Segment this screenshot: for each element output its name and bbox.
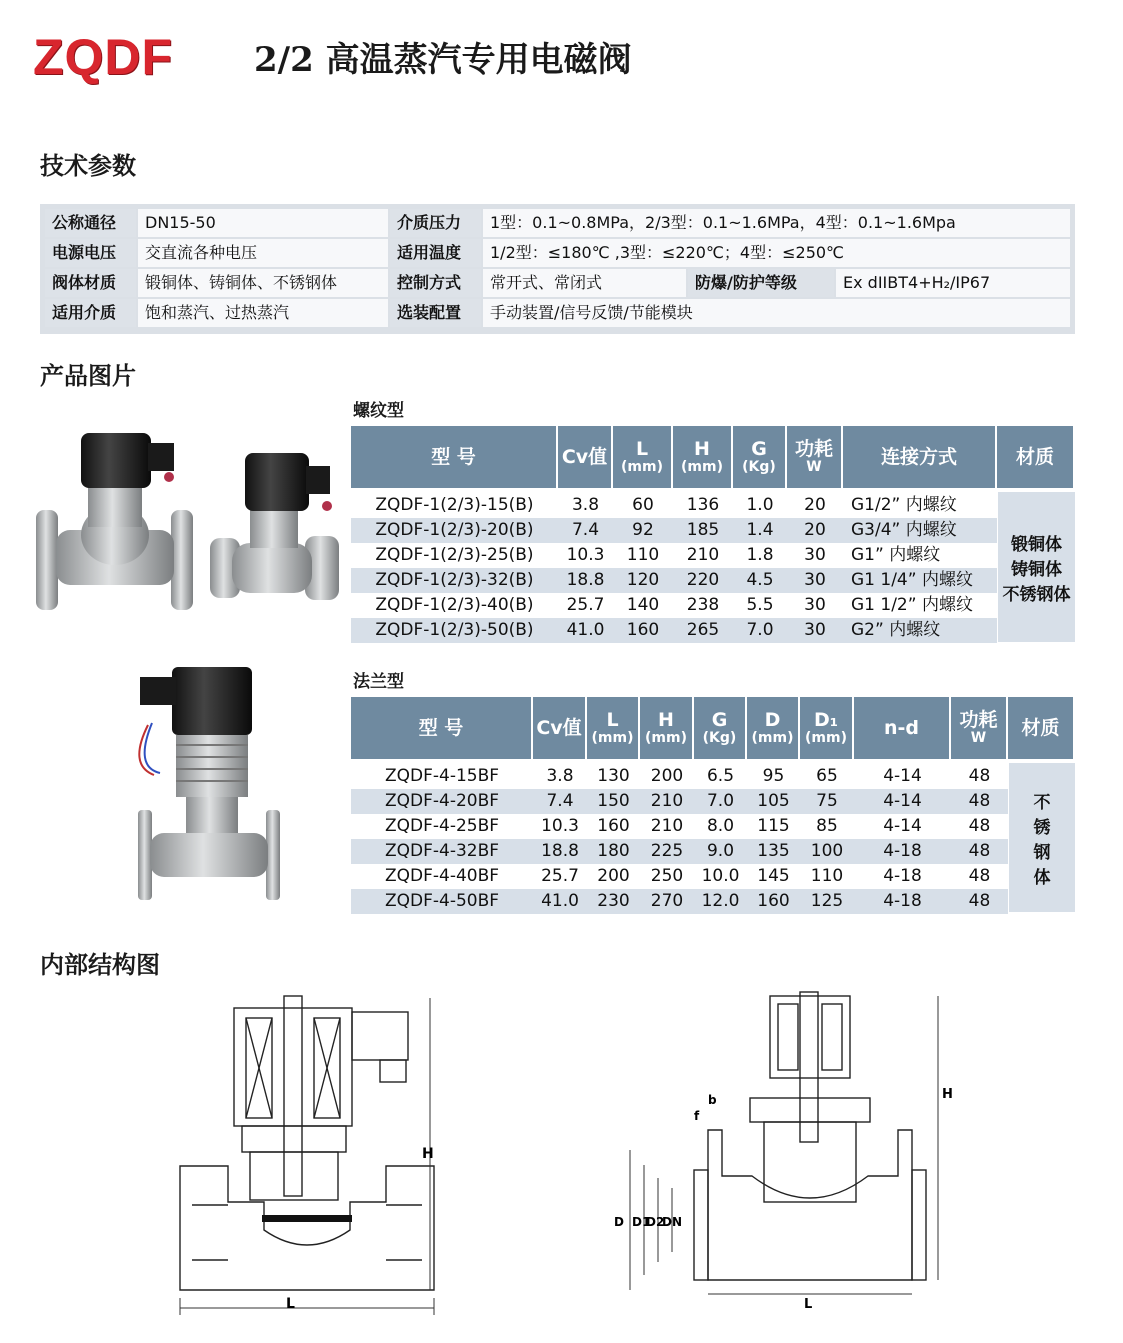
dim-label-f: f	[694, 1109, 700, 1123]
material-line: 不	[1033, 792, 1051, 813]
table-cell: 210	[650, 791, 684, 811]
table-cell: 12.0	[701, 891, 740, 911]
table-cell: ZQDF-1(2/3)-40(B)	[375, 595, 534, 615]
table-cell: 200	[650, 766, 684, 786]
table-cell: 7.4	[571, 520, 600, 540]
spec-table	[40, 204, 1075, 334]
table-cell: 210	[650, 816, 684, 836]
table-cell: 4-18	[883, 866, 922, 886]
dim-label-D: D	[614, 1215, 624, 1229]
table-cell: 30	[804, 570, 826, 590]
table-cell: 25.7	[541, 866, 579, 886]
spec-value: 饱和蒸汽、过热蒸汽	[138, 299, 388, 327]
column-header	[1008, 697, 1073, 759]
column-header-label: G	[711, 708, 728, 731]
table-cell: 4-18	[883, 891, 922, 911]
table-row	[351, 864, 1008, 889]
flanged-valve-photo-2	[118, 665, 308, 907]
table-cell: 48	[968, 891, 991, 911]
column-header-label: H	[658, 708, 674, 731]
table-cell: 1.4	[746, 520, 774, 540]
table-cell: 140	[626, 595, 660, 615]
spec-value: 交直流各种电压	[138, 239, 388, 267]
column-header	[351, 426, 556, 488]
dim-label-DN: DN	[662, 1215, 683, 1229]
table-cell: 60	[632, 495, 654, 515]
table-cell: 41.0	[541, 891, 579, 911]
table-cell: ZQDF-4-15BF	[384, 766, 500, 786]
table-cell: 225	[650, 841, 684, 861]
table-cell: 120	[626, 570, 660, 590]
table-cell: 48	[968, 816, 991, 836]
table-cell: ZQDF-1(2/3)-20(B)	[375, 520, 534, 540]
column-header	[843, 426, 995, 488]
table-cell: ZQDF-4-50BF	[384, 891, 500, 911]
section-title-photos: 产品图片	[40, 362, 136, 390]
table-cell: 1.0	[746, 495, 774, 515]
table-cell: 105	[757, 791, 790, 811]
spec-key: 介质压力	[390, 209, 481, 237]
threaded-table	[351, 426, 1075, 642]
table-cell: 10.3	[541, 816, 579, 836]
column-header	[587, 697, 638, 759]
flanged-valve-photo-1	[36, 425, 194, 615]
table-cell: G1” 内螺纹	[851, 545, 941, 565]
table-cell: 30	[804, 595, 826, 615]
table-cell: 65	[816, 766, 838, 786]
table-cell: G1 1/2” 内螺纹	[851, 595, 973, 615]
dim-label-b: b	[708, 1093, 717, 1107]
table-cell: 20	[804, 495, 826, 515]
spec-key: 防爆/防护等级	[688, 269, 834, 297]
table-cell: ZQDF-1(2/3)-15(B)	[375, 495, 534, 515]
column-header-label: L	[635, 437, 649, 460]
column-header-label: 功耗	[794, 437, 833, 460]
spec-value: DN15-50	[138, 209, 388, 237]
table-cell: 6.5	[706, 766, 735, 786]
page-title: 2/2 高温蒸汽专用电磁阀	[254, 40, 632, 80]
table-row	[351, 593, 997, 618]
table-cell: 25.7	[566, 595, 605, 615]
table-cell: 18.8	[566, 570, 605, 590]
table-cell: 3.8	[571, 495, 600, 515]
table-cell: ZQDF-4-40BF	[384, 866, 500, 886]
table-cell: 85	[816, 816, 838, 836]
table-cell: 48	[968, 766, 991, 786]
column-header-label: 功耗	[959, 708, 998, 731]
material-line: 锻铜体	[1011, 534, 1062, 555]
column-header	[747, 697, 798, 759]
table-cell: 9.0	[706, 841, 735, 861]
dim-label-H: H	[422, 1146, 434, 1162]
material-line: 锈	[1033, 817, 1051, 838]
table-row	[351, 518, 997, 543]
table-row	[351, 814, 1008, 839]
threaded-material-cell	[998, 492, 1075, 642]
column-header-label: 型 号	[418, 716, 464, 739]
table-cell: ZQDF-4-25BF	[384, 816, 500, 836]
column-header	[673, 426, 731, 488]
table-cell: ZQDF-1(2/3)-25(B)	[375, 545, 534, 565]
table-cell: 4-14	[883, 816, 922, 836]
column-header-label: 型 号	[431, 445, 476, 468]
column-header-unit: (mm)	[751, 729, 794, 746]
table-cell: 150	[597, 791, 630, 811]
table-cell: 30	[804, 545, 826, 565]
table-cell: 160	[757, 891, 790, 911]
table-cell: 210	[686, 545, 720, 565]
column-header-unit: (mm)	[645, 729, 687, 746]
threaded-valve-section-drawing	[172, 990, 442, 1320]
table-row	[351, 839, 1008, 864]
table-cell: 1.8	[746, 545, 774, 565]
column-header-unit: (mm)	[681, 458, 723, 475]
table-row	[351, 889, 1008, 914]
column-header-label: Cv值	[536, 716, 582, 739]
column-header-label: D₁	[813, 708, 839, 731]
table-cell: 115	[757, 816, 790, 836]
dim-label-L: L	[804, 1297, 813, 1312]
table-cell: 7.4	[546, 791, 574, 811]
column-header-label: 材质	[1021, 716, 1060, 739]
table-row	[351, 618, 997, 643]
threaded-valve-photo	[210, 448, 340, 613]
dim-label-D1: D1	[632, 1215, 651, 1229]
column-header-unit: (mm)	[591, 729, 634, 746]
table-cell: 30	[804, 620, 826, 640]
table-cell: 7.0	[706, 791, 735, 811]
table-cell: 10.0	[701, 866, 740, 886]
column-header-label: Cv值	[561, 445, 608, 468]
dim-label-D2: D2	[646, 1215, 665, 1229]
table-cell: 10.3	[566, 545, 605, 565]
column-header-label: G	[751, 437, 767, 460]
table-cell: G2” 内螺纹	[851, 620, 941, 640]
column-header	[854, 697, 949, 759]
column-header	[558, 426, 611, 488]
table-cell: 238	[686, 595, 720, 615]
table-row	[351, 493, 997, 518]
spec-value: 手动装置/信号反馈/节能模块	[483, 299, 1070, 327]
table-row	[351, 543, 997, 568]
table-cell: 135	[757, 841, 790, 861]
threaded-subtitle: 螺纹型	[353, 401, 404, 421]
spec-key: 阀体材质	[45, 269, 136, 297]
table-cell: 220	[686, 570, 720, 590]
flanged-subtitle: 法兰型	[353, 672, 404, 692]
column-header-label: L	[606, 708, 619, 731]
column-header	[533, 697, 585, 759]
table-cell: 48	[968, 866, 991, 886]
material-line: 体	[1033, 867, 1051, 888]
table-cell: 8.0	[706, 816, 735, 836]
table-cell: 110	[810, 866, 844, 886]
table-cell: 180	[597, 841, 630, 861]
column-header-label: D	[764, 708, 781, 731]
table-cell: 265	[686, 620, 720, 640]
column-header-unit: (Kg)	[702, 729, 737, 746]
spec-key: 选装配置	[390, 299, 481, 327]
column-header-label: H	[694, 437, 710, 460]
flanged-valve-section-drawing	[600, 990, 960, 1320]
column-header	[997, 426, 1073, 488]
spec-key: 控制方式	[390, 269, 481, 297]
column-header	[733, 426, 785, 488]
table-cell: 185	[686, 520, 720, 540]
spec-value: Ex dIIBT4+H₂/IP67	[836, 269, 1070, 297]
table-cell: 95	[762, 766, 785, 786]
table-cell: G3/4” 内螺纹	[851, 520, 957, 540]
table-cell: 41.0	[566, 620, 605, 640]
column-header	[800, 697, 852, 759]
spec-row	[45, 299, 1070, 327]
spec-key: 电源电压	[45, 239, 136, 267]
table-cell: 100	[810, 841, 844, 861]
table-cell: 92	[632, 520, 654, 540]
table-cell: ZQDF-4-20BF	[384, 791, 500, 811]
table-cell: 75	[816, 791, 838, 811]
column-header-unit: W	[806, 458, 822, 475]
spec-key: 适用介质	[45, 299, 136, 327]
table-cell: 7.0	[746, 620, 774, 640]
table-cell: G1/2” 内螺纹	[851, 495, 957, 515]
table-cell: ZQDF-4-32BF	[384, 841, 500, 861]
flanged-table	[351, 697, 1075, 912]
table-cell: 125	[810, 891, 844, 911]
spec-value: 1/2型：≤180℃ ,3型：≤220℃；4型：≤250℃	[483, 239, 1070, 267]
table-cell: 4-14	[883, 791, 922, 811]
spec-key: 公称通径	[45, 209, 136, 237]
brand-logo: ZQDF	[33, 29, 174, 85]
table-cell: 18.8	[541, 841, 579, 861]
column-header-unit: W	[970, 729, 987, 746]
spec-value: 锻铜体、铸铜体、不锈钢体	[138, 269, 388, 297]
table-cell: 4-14	[883, 766, 922, 786]
material-line: 不锈钢体	[1002, 584, 1071, 605]
table-cell: G1 1/4” 内螺纹	[851, 570, 973, 590]
column-header	[351, 697, 531, 759]
spec-value: 常开式、常闭式	[483, 269, 686, 297]
column-header	[640, 697, 692, 759]
table-cell: 130	[597, 766, 630, 786]
column-header	[694, 697, 745, 759]
table-row	[351, 789, 1008, 814]
spec-value: 1型：0.1~0.8MPa，2/3型：0.1~1.6MPa，4型：0.1~1.6Mpa	[483, 209, 1070, 237]
spec-row	[45, 269, 1070, 297]
column-header-label: 材质	[1015, 445, 1054, 468]
table-cell: 160	[626, 620, 660, 640]
table-cell: 136	[686, 495, 720, 515]
table-row	[351, 568, 997, 593]
column-header-label: n-d	[883, 716, 919, 739]
material-line: 铸铜体	[1011, 559, 1062, 580]
table-cell: 270	[650, 891, 684, 911]
table-cell: ZQDF-1(2/3)-32(B)	[375, 570, 534, 590]
column-header	[613, 426, 671, 488]
column-header-unit: (Kg)	[742, 458, 776, 475]
table-cell: 145	[757, 866, 790, 886]
table-cell: 3.8	[546, 766, 574, 786]
table-row	[351, 764, 1008, 789]
spec-row	[45, 209, 1070, 237]
column-header-unit: (mm)	[805, 729, 847, 746]
dim-label-L: L	[286, 1296, 295, 1312]
material-line: 钢	[1033, 842, 1051, 863]
table-cell: 20	[804, 520, 826, 540]
spec-row	[45, 239, 1070, 267]
table-cell: ZQDF-1(2/3)-50(B)	[375, 620, 534, 640]
column-header-unit: (mm)	[621, 458, 663, 475]
table-cell: 4.5	[746, 570, 774, 590]
section-title-tech: 技术参数	[40, 152, 136, 180]
table-cell: 230	[597, 891, 630, 911]
section-title-structure: 内部结构图	[40, 951, 160, 979]
column-header-label: 连接方式	[880, 445, 957, 468]
table-cell: 250	[650, 866, 684, 886]
column-header	[787, 426, 841, 488]
table-cell: 5.5	[746, 595, 774, 615]
flanged-material-cell	[1009, 763, 1075, 912]
table-cell: 110	[626, 545, 660, 565]
table-cell: 48	[968, 841, 991, 861]
table-cell: 200	[597, 866, 630, 886]
table-cell: 4-18	[883, 841, 922, 861]
dim-label-H: H	[942, 1087, 953, 1102]
table-cell: 48	[968, 791, 991, 811]
column-header	[951, 697, 1006, 759]
spec-key: 适用温度	[390, 239, 481, 267]
table-cell: 160	[597, 816, 630, 836]
